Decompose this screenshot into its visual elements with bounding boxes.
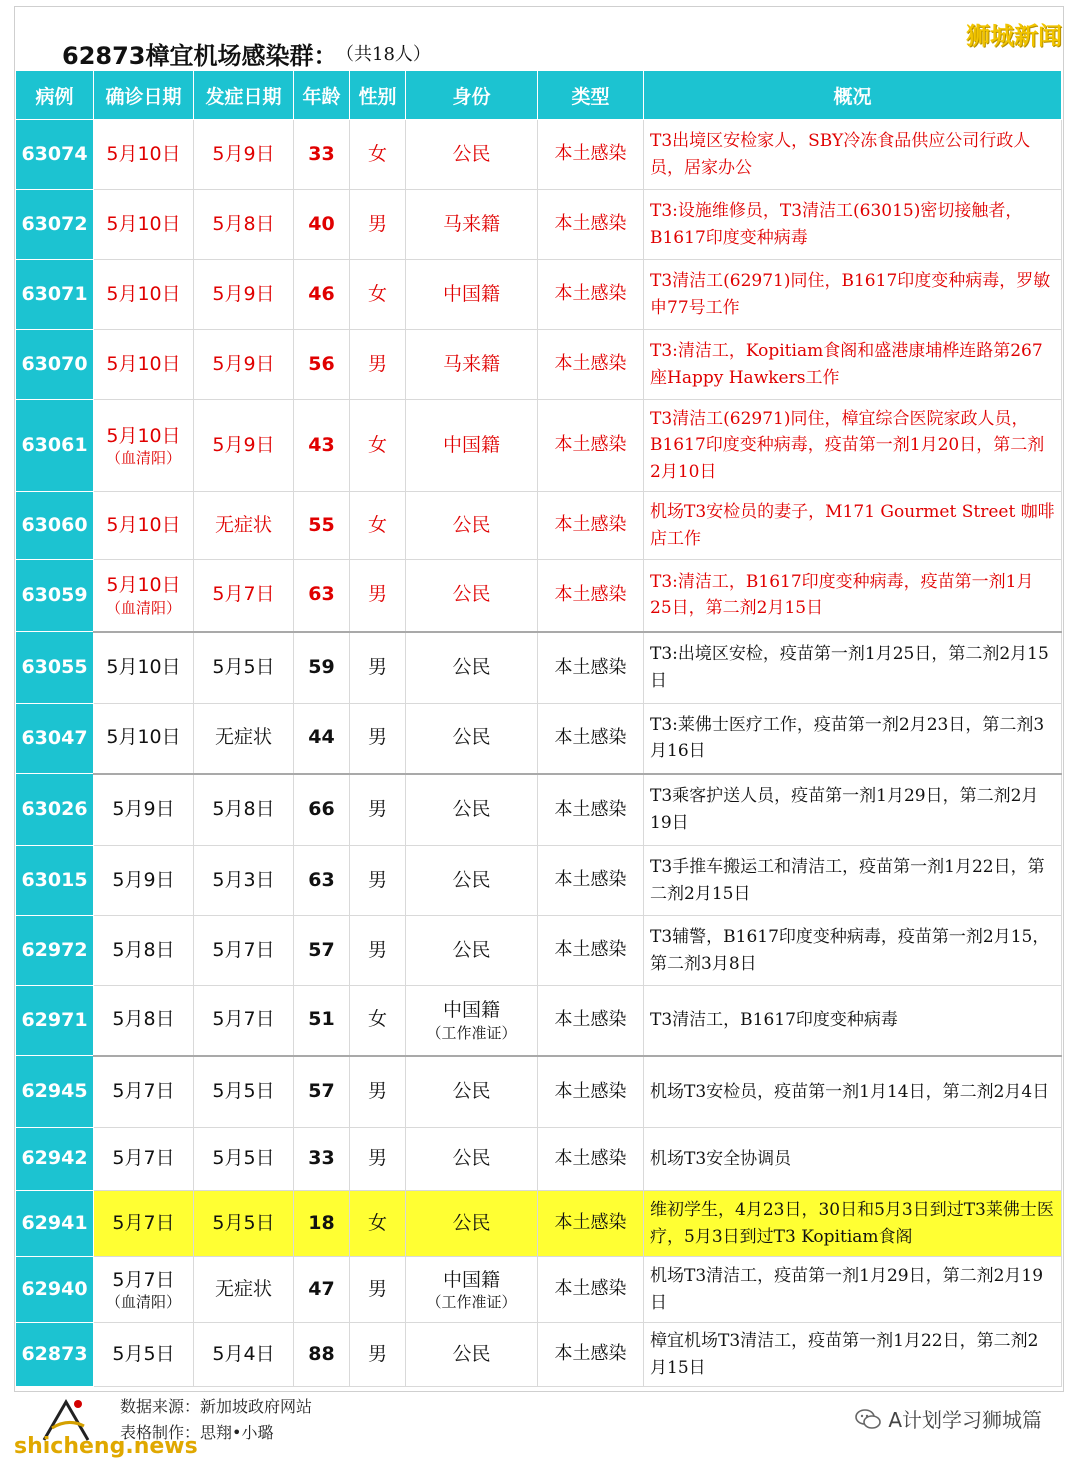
confirm-date (94, 1056, 194, 1128)
work-permit-note: （工作准证） (426, 1024, 517, 1043)
case-id: 62971 (16, 986, 94, 1056)
age: 66 (294, 774, 350, 846)
case-summary: T3出境区安检家人，SBY冷冻食品供应公司行政人员，居家办公 (644, 120, 1062, 190)
case-table (15, 70, 1062, 1387)
sex: 男 (350, 1323, 406, 1387)
confirm-date (94, 260, 194, 330)
case-count: （共18人） (336, 44, 431, 65)
case-summary: T3辅警，B1617印度变种病毒，疫苗第一剂2月15，第二剂3月8日 (644, 916, 1062, 986)
table-row (16, 330, 1062, 400)
confirm-date-value: 5月9日 (112, 868, 175, 891)
infection-type: 本土感染 (538, 986, 644, 1056)
case-summary: 樟宜机场T3清洁工，疫苗第一剂1月22日，第二剂2月15日 (644, 1323, 1062, 1387)
table-row (16, 1128, 1062, 1191)
infection-type: 本土感染 (538, 560, 644, 632)
confirm-date (94, 1323, 194, 1387)
sex: 男 (350, 190, 406, 260)
age: 44 (294, 704, 350, 774)
identity (406, 1128, 538, 1191)
table-row (16, 120, 1062, 190)
footer (14, 1390, 1062, 1460)
onset-date: 5月5日 (194, 1128, 294, 1191)
confirm-date (94, 774, 194, 846)
case-id: 63074 (16, 120, 94, 190)
table-row (16, 1323, 1062, 1387)
identity (406, 774, 538, 846)
onset-date: 5月5日 (194, 632, 294, 704)
table-header-row (16, 71, 1062, 120)
header-case: 病例 (16, 71, 94, 120)
identity-value: 马来籍 (442, 352, 500, 375)
identity (406, 1056, 538, 1128)
age: 18 (294, 1191, 350, 1257)
case-id: 63071 (16, 260, 94, 330)
confirm-date-value: 5月7日 (112, 1079, 175, 1102)
identity-value: 公民 (452, 938, 491, 961)
case-summary: T3清洁工(62971)同住，B1617印度变种病毒，罗敏申77号工作 (644, 260, 1062, 330)
identity (406, 986, 538, 1056)
sex: 男 (350, 846, 406, 916)
identity-value: 公民 (452, 655, 491, 678)
confirm-date (94, 916, 194, 986)
sex: 女 (350, 492, 406, 560)
serology-note: （血清阳） (105, 1293, 181, 1312)
confirm-date (94, 846, 194, 916)
identity-value: 公民 (452, 513, 491, 536)
infection-type: 本土感染 (538, 1056, 644, 1128)
table-row (16, 1191, 1062, 1257)
confirm-date-value: 5月7日 (112, 1268, 175, 1291)
onset-date: 无症状 (194, 704, 294, 774)
age: 33 (294, 1128, 350, 1191)
identity (406, 120, 538, 190)
sex: 男 (350, 1257, 406, 1323)
case-id: 63047 (16, 704, 94, 774)
header-identity: 身份 (406, 71, 538, 120)
case-summary: T3手推车搬运工和清洁工，疫苗第一剂1月22日，第二剂2月15日 (644, 846, 1062, 916)
age: 56 (294, 330, 350, 400)
case-id: 62941 (16, 1191, 94, 1257)
age: 43 (294, 400, 350, 492)
title-row (14, 36, 1062, 70)
confirm-date (94, 986, 194, 1056)
case-summary: T3清洁工，B1617印度变种病毒 (644, 986, 1062, 1056)
confirm-date-value: 5月10日 (106, 142, 181, 165)
onset-date: 5月9日 (194, 260, 294, 330)
case-id: 63072 (16, 190, 94, 260)
sex: 男 (350, 330, 406, 400)
age: 88 (294, 1323, 350, 1387)
table-row (16, 492, 1062, 560)
age: 57 (294, 1056, 350, 1128)
onset-date: 5月8日 (194, 190, 294, 260)
infection-type: 本土感染 (538, 632, 644, 704)
wechat-account-name: A计划学习狮城篇 (888, 1408, 1042, 1432)
infection-type: 本土感染 (538, 916, 644, 986)
infection-type: 本土感染 (538, 1257, 644, 1323)
identity-value: 中国籍 (442, 282, 500, 305)
confirm-date-value: 5月10日 (106, 574, 181, 597)
case-id: 63026 (16, 774, 94, 846)
confirm-date-value: 5月7日 (112, 1147, 175, 1170)
identity (406, 492, 538, 560)
sex: 男 (350, 560, 406, 632)
confirm-date (94, 704, 194, 774)
onset-date: 5月9日 (194, 400, 294, 492)
case-summary: T3:清洁工，B1617印度变种病毒，疫苗第一剂1月25日，第二剂2月15日 (644, 560, 1062, 632)
case-summary: 机场T3安检员的妻子，M171 Gourmet Street 咖啡店工作 (644, 492, 1062, 560)
infection-type: 本土感染 (538, 704, 644, 774)
infection-type: 本土感染 (538, 400, 644, 492)
identity (406, 846, 538, 916)
identity-value: 公民 (452, 726, 491, 749)
case-summary: T3:设施维修员，T3清洁工(63015)密切接触者，B1617印度变种病毒 (644, 190, 1062, 260)
infection-type: 本土感染 (538, 190, 644, 260)
case-id: 63015 (16, 846, 94, 916)
age: 46 (294, 260, 350, 330)
sex: 女 (350, 260, 406, 330)
header-sex: 性别 (350, 71, 406, 120)
identity (406, 190, 538, 260)
case-id: 63060 (16, 492, 94, 560)
confirm-date-value: 5月10日 (106, 513, 181, 536)
sex: 男 (350, 632, 406, 704)
onset-date: 5月7日 (194, 560, 294, 632)
case-summary: 机场T3安全协调员 (644, 1128, 1062, 1191)
age: 63 (294, 560, 350, 632)
identity-value: 公民 (452, 583, 491, 606)
sex: 女 (350, 120, 406, 190)
age: 55 (294, 492, 350, 560)
onset-date: 5月7日 (194, 916, 294, 986)
confirm-date (94, 492, 194, 560)
case-summary: T3:莱佛士医疗工作，疫苗第一剂2月23日，第二剂3月16日 (644, 704, 1062, 774)
identity-value: 中国籍 (442, 433, 500, 456)
age: 63 (294, 846, 350, 916)
work-permit-note: （工作准证） (426, 1293, 517, 1312)
case-id: 63061 (16, 400, 94, 492)
data-source: 数据来源：新加坡政府网站 (120, 1397, 313, 1416)
confirm-date (94, 330, 194, 400)
header-confirm-date: 确诊日期 (94, 71, 194, 120)
header-summary: 概况 (644, 71, 1062, 120)
case-id: 62940 (16, 1257, 94, 1323)
sex: 男 (350, 774, 406, 846)
infection-type: 本土感染 (538, 846, 644, 916)
infection-type: 本土感染 (538, 492, 644, 560)
sex: 男 (350, 1128, 406, 1191)
infection-type: 本土感染 (538, 1191, 644, 1257)
confirm-date-value: 5月10日 (106, 282, 181, 305)
table-row (16, 400, 1062, 492)
sex: 男 (350, 704, 406, 774)
serology-note: （血清阳） (105, 449, 181, 468)
identity (406, 1191, 538, 1257)
brand-logo-text: 狮城新闻 (966, 22, 1062, 50)
onset-date: 无症状 (194, 1257, 294, 1323)
sex: 男 (350, 916, 406, 986)
table-row (16, 774, 1062, 846)
confirm-date (94, 190, 194, 260)
confirm-date (94, 632, 194, 704)
confirm-date-value: 5月5日 (112, 1342, 175, 1365)
case-id: 62972 (16, 916, 94, 986)
identity (406, 1323, 538, 1387)
infection-type: 本土感染 (538, 1128, 644, 1191)
confirm-date-value: 5月10日 (106, 352, 181, 375)
identity-value: 中国籍 (442, 1268, 500, 1291)
identity (406, 632, 538, 704)
confirm-date-value: 5月10日 (106, 655, 181, 678)
infection-type: 本土感染 (538, 260, 644, 330)
header-onset-date: 发症日期 (194, 71, 294, 120)
confirm-date-value: 5月9日 (112, 797, 175, 820)
age: 33 (294, 120, 350, 190)
identity (406, 560, 538, 632)
table-row (16, 560, 1062, 632)
confirm-date (94, 1128, 194, 1191)
onset-date: 5月5日 (194, 1056, 294, 1128)
table-row (16, 190, 1062, 260)
table-row (16, 916, 1062, 986)
confirm-date-value: 5月8日 (112, 938, 175, 961)
confirm-date-value: 5月7日 (112, 1211, 175, 1234)
wechat-account (854, 1404, 1042, 1433)
case-summary: 机场T3清洁工，疫苗第一剂1月29日，第二剂2月19日 (644, 1257, 1062, 1323)
case-summary: T3乘客护送人员，疫苗第一剂1月29日，第二剂2月19日 (644, 774, 1062, 846)
confirm-date-value: 5月10日 (106, 212, 181, 235)
wechat-icon (854, 1408, 882, 1430)
confirm-date (94, 1257, 194, 1323)
age: 51 (294, 986, 350, 1056)
sex: 女 (350, 986, 406, 1056)
infection-type: 本土感染 (538, 774, 644, 846)
case-id: 62873 (16, 1323, 94, 1387)
age: 47 (294, 1257, 350, 1323)
page-title: 62873樟宜机场感染群： (62, 42, 338, 70)
identity (406, 916, 538, 986)
age: 59 (294, 632, 350, 704)
case-id: 62942 (16, 1128, 94, 1191)
serology-note: （血清阳） (105, 599, 181, 618)
case-summary: T3:出境区安检，疫苗第一剂1月25日，第二剂2月15日 (644, 632, 1062, 704)
onset-date: 无症状 (194, 492, 294, 560)
identity-value: 公民 (452, 142, 491, 165)
confirm-date (94, 120, 194, 190)
identity-value: 公民 (452, 797, 491, 820)
confirm-date-value: 5月8日 (112, 1008, 175, 1031)
onset-date: 5月8日 (194, 774, 294, 846)
sex: 女 (350, 400, 406, 492)
confirm-date-value: 5月10日 (106, 726, 181, 749)
age: 40 (294, 190, 350, 260)
identity (406, 330, 538, 400)
header-age: 年龄 (294, 71, 350, 120)
onset-date: 5月9日 (194, 120, 294, 190)
identity (406, 704, 538, 774)
table-row (16, 846, 1062, 916)
table-row (16, 260, 1062, 330)
onset-date: 5月7日 (194, 986, 294, 1056)
case-id: 63059 (16, 560, 94, 632)
confirm-date (94, 560, 194, 632)
onset-date: 5月4日 (194, 1323, 294, 1387)
identity-value: 公民 (452, 1147, 491, 1170)
identity (406, 400, 538, 492)
onset-date: 5月3日 (194, 846, 294, 916)
case-summary: 维初学生，4月23日，30日和5月3日到过T3莱佛士医疗，5月3日到过T3 Kopitiam食阁 (644, 1191, 1062, 1257)
watermark: shicheng.news (14, 1434, 198, 1459)
identity-value: 马来籍 (442, 212, 500, 235)
identity-value: 公民 (452, 868, 491, 891)
identity-value: 公民 (452, 1342, 491, 1365)
identity (406, 1257, 538, 1323)
case-summary: T3:清洁工，Kopitiam食阁和盛港康埔桦连路第267座Happy Hawkers工作 (644, 330, 1062, 400)
table-row (16, 1056, 1062, 1128)
table-row (16, 632, 1062, 704)
identity (406, 260, 538, 330)
case-id: 63055 (16, 632, 94, 704)
identity-value: 中国籍 (442, 999, 500, 1022)
confirm-date (94, 400, 194, 492)
age: 57 (294, 916, 350, 986)
onset-date: 5月5日 (194, 1191, 294, 1257)
case-summary: T3清洁工(62971)同住，樟宜综合医院家政人员，B1617印度变种病毒，疫苗第一剂1月20日，第二剂2月10日 (644, 400, 1062, 492)
table-row (16, 1257, 1062, 1323)
sex: 女 (350, 1191, 406, 1257)
identity-value: 公民 (452, 1079, 491, 1102)
table-row (16, 986, 1062, 1056)
header-type: 类型 (538, 71, 644, 120)
infection-type: 本土感染 (538, 330, 644, 400)
case-summary: 机场T3安检员，疫苗第一剂1月14日，第二剂2月4日 (644, 1056, 1062, 1128)
table-row (16, 704, 1062, 774)
onset-date: 5月9日 (194, 330, 294, 400)
case-id: 62945 (16, 1056, 94, 1128)
infection-type: 本土感染 (538, 1323, 644, 1387)
identity-value: 公民 (452, 1211, 491, 1234)
case-id: 63070 (16, 330, 94, 400)
sex: 男 (350, 1056, 406, 1128)
confirm-date-value: 5月10日 (106, 424, 181, 447)
confirm-date (94, 1191, 194, 1257)
infection-type: 本土感染 (538, 120, 644, 190)
table-maker: 表格制作：思翔•小璐 (120, 1423, 274, 1442)
